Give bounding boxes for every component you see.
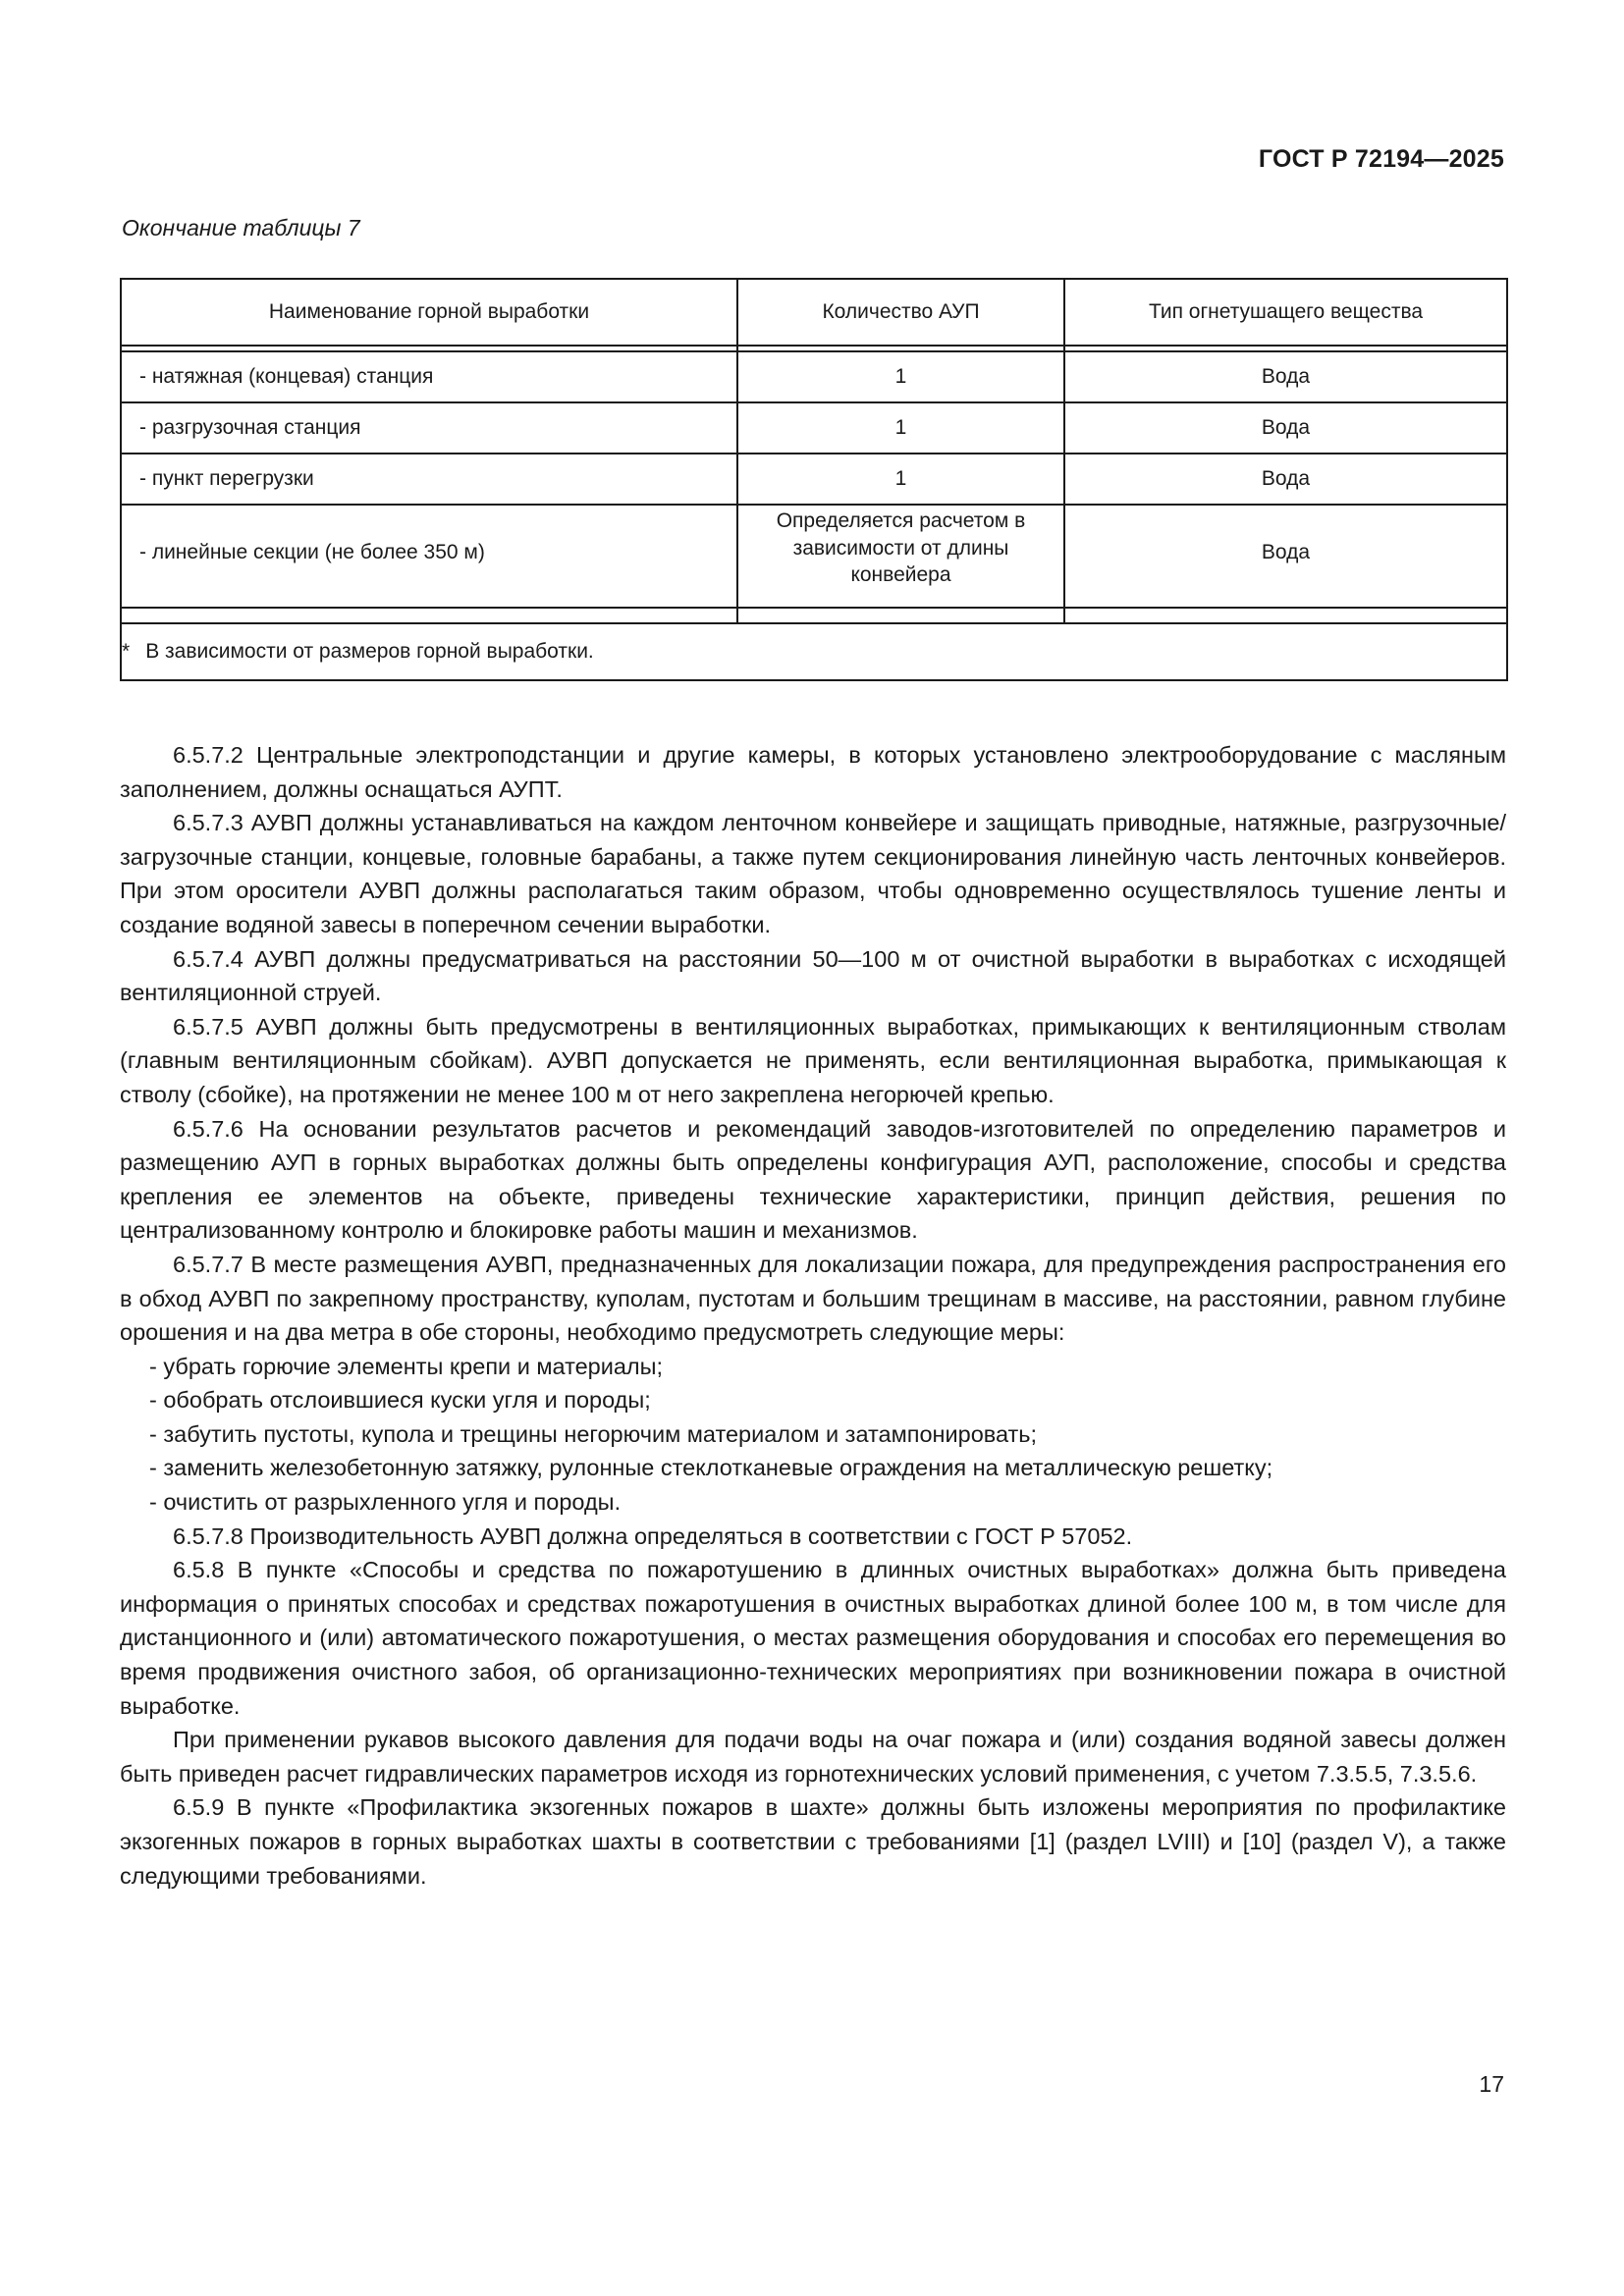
- cell-quantity: 1: [737, 402, 1064, 454]
- paragraph-6-5-8: 6.5.8 В пункте «Способы и средства по пожаротушению в длинных очистных выработках» должна быть приведена информация о принятых способах и средствах пожаротушения в очистных выработках длиной более 100 м, в том числе для дистанционного и (или) автоматического пожаротушения, о местах размещения оборудования и способах его перемещения во время продвижения очистного забоя, об организационно-технических мероприятиях при возникновении пожара в очистной выработке.: [120, 1557, 1506, 1719]
- table-caption: Окончание таблицы 7: [122, 215, 360, 240]
- cell-name: - натяжная (концевая) станция: [121, 351, 737, 402]
- cell-agent: Вода: [1064, 351, 1507, 402]
- measure-item: - обобрать отслоившиеся куски угля и породы;: [149, 1387, 651, 1414]
- measure-item: - забутить пустоты, купола и трещины негорючим материалом и затампонировать;: [149, 1420, 1038, 1447]
- paragraph-6-5-7-6: 6.5.7.6 На основании результатов расчетов и рекомендаций заводов-изготовителей по определению параметров и размещению АУП в горных выработках должны быть определены конфигурация АУП, расположение, способы и средства крепления ее элементов на объекте, приведены технические характеристики, принцип действия, решения по централизованному контролю и блокировке работы машин и механизмов.: [120, 1115, 1506, 1244]
- cell-name: - разгрузочная станция: [121, 402, 737, 454]
- paragraph-6-5-7-7: 6.5.7.7 В месте размещения АУВП, предназначенных для локализации пожара, для предупреждения распространения его в обход АУВП по закрепному пространству, куполам, пустотам и большим трещинам в массиве, на расстоянии, равном глубине орошения и на два метра в обе стороны, необходимо предусмотреть следующие меры:: [120, 1251, 1506, 1346]
- paragraph-6-5-7-4: 6.5.7.4 АУВП должны предусматриваться на расстоянии 50—100 м от очистной выработки в выработках с исходящей вентиляционной струей.: [120, 945, 1506, 1006]
- paragraph-6-5-7-3: 6.5.7.3 АУВП должны устанавливаться на каждом ленточном конвейере и защищать приводные, натяжные, разгрузочные/загрузочные станции, концевые, головные барабаны, а также путем секционирования линейную часть ленточных конвейеров. При этом оросители АУВП должны располагаться таким образом, чтобы одновременно осуществлялось тушение ленты и создание водяной завесы в поперечном сечении выработки.: [120, 810, 1506, 937]
- cell-name: - пункт перегрузки: [121, 454, 737, 505]
- cell-quantity: 1: [737, 351, 1064, 402]
- footnote-marker: *: [122, 640, 131, 664]
- table-footnote-row: [121, 623, 1507, 680]
- running-head-standard-id: ГОСТ Р 72194—2025: [1258, 145, 1504, 173]
- table-footnote-cell: [121, 623, 1507, 680]
- measure-item: - убрать горючие элементы крепи и материалы;: [149, 1353, 664, 1379]
- cell-name: - линейные секции (не более 350 м): [121, 505, 737, 608]
- spacer-cell-3: [1064, 608, 1507, 623]
- paragraph-6-5-7-2: 6.5.7.2 Центральные электроподстанции и другие камеры, в которых установлено электрооборудование с масляным заполнением, должны оснащаться АУПТ.: [120, 742, 1506, 802]
- paragraph-high-pressure-hoses: При применении рукавов высокого давления для подачи воды на очаг пожара и (или) создания водяной завесы должен быть приведен расчет гидравлических параметров исходя из горнотехнических условий применения, с учетом 7.3.5.5, 7.3.5.6.: [120, 1727, 1506, 1787]
- spacer-cell-1: [121, 608, 737, 623]
- table-row: [121, 402, 1507, 454]
- paragraph-6-5-7-5: 6.5.7.5 АУВП должны быть предусмотрены в вентиляционных выработках, примыкающих к вентиляционным стволам (главным вентиляционным сбойкам). АУВП допускается не применять, если вентиляционная выработка, примыкающая к стволу (сбойке), на протяжении не менее 100 м от него закреплена негорючей крепью.: [120, 1013, 1506, 1107]
- table-header-row: [121, 279, 1507, 346]
- column-header-name: Наименование горной выработки: [121, 279, 737, 346]
- table-body-bottom-rule: [121, 608, 1507, 623]
- cell-agent: Вода: [1064, 505, 1507, 608]
- table-row: [121, 505, 1507, 608]
- body-content: [120, 738, 1506, 1893]
- column-header-agent: Тип огнетушащего вещества: [1064, 279, 1507, 346]
- table-7-wrapper: [120, 278, 1506, 681]
- cell-quantity: [737, 505, 1064, 608]
- measure-item: - заменить железобетонную затяжку, рулонные стеклотканевые ограждения на металлическую решетку;: [149, 1455, 1273, 1481]
- paragraph-6-5-7-8: 6.5.7.8 Производительность АУВП должна определяться в соответствии с ГОСТ Р 57052.: [173, 1522, 1133, 1549]
- cell-quantity: 1: [737, 454, 1064, 505]
- table-row: [121, 454, 1507, 505]
- footnote-text: В зависимости от размеров горной выработки.: [145, 640, 594, 664]
- paragraph-6-5-9: 6.5.9 В пункте «Профилактика экзогенных пожаров в шахте» должны быть изложены мероприятия по профилактике экзогенных пожаров в горных выработках шахты в соответствии с требованиями [1] (раздел LVIII) и [10] (раздел V), а также следующими требованиями.: [120, 1794, 1506, 1889]
- spacer-cell-2: [737, 608, 1064, 623]
- measure-item: - очистить от разрыхленного угля и породы.: [149, 1489, 622, 1516]
- table-7: [120, 278, 1508, 681]
- cell-agent: Вода: [1064, 402, 1507, 454]
- cell-quantity-text: Определяется расчетом в зависимости от длины конвейера: [776, 509, 1026, 587]
- page-number: 17: [1479, 2071, 1504, 2097]
- cell-agent: Вода: [1064, 454, 1507, 505]
- column-header-quantity: Количество АУП: [737, 279, 1064, 346]
- table-row: [121, 351, 1507, 402]
